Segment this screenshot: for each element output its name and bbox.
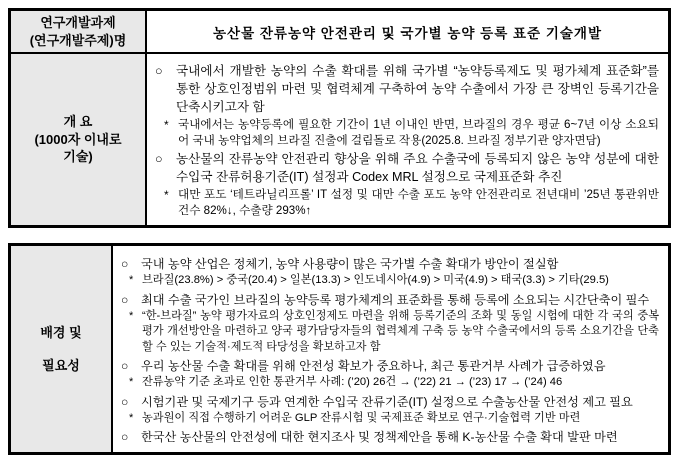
circle-bullet-icon: ○: [121, 257, 129, 272]
asterisk-bullet-icon: *: [129, 376, 134, 389]
circle-bullet-icon: ○: [121, 394, 129, 409]
circle-bullet-icon: ○: [121, 359, 129, 374]
bullet-text: 잔류농약 기준 초과로 인한 통관거부 사례: (’20) 26건 → (’22) 21 → (’23) 17 → (’24) 46: [142, 376, 563, 389]
bullet-item: [155, 117, 659, 149]
project-title: 농산물 잔류농약 안전관리 및 국가별 농약 등록 표준 기술개발: [212, 25, 603, 41]
bullet-text: 농과원이 직접 수행하기 어려운 GLP 잔류시험 및 국제표준 확보로 연구·기술협력 기반 마련: [142, 411, 581, 424]
overview-content-cell: [146, 53, 669, 226]
asterisk-bullet-icon: *: [129, 274, 134, 287]
bullet-item: [155, 187, 659, 219]
circle-bullet-icon: ○: [155, 64, 163, 78]
overview-label-line3: 기술): [63, 149, 93, 165]
bullet-item: [155, 63, 659, 117]
bullet-text: 국내에서는 농약등록에 필요한 기간이 1년 이내인 반면, 브라질의 경우 평균 6~7년 이상 소요되어 국내 농약업체의 브라질 진출에 걸림돌로 작용(2025.8. 브라질 정부기관 양자면담): [178, 117, 659, 147]
asterisk-bullet-icon: *: [164, 117, 169, 132]
bullet-item: [121, 375, 659, 390]
project-overview-table: [8, 8, 671, 228]
project-name-label: 연구개발과제(연구개발주제)명: [29, 14, 127, 48]
overview-label-cell: [10, 53, 146, 226]
bullet-item: [121, 358, 659, 375]
bullet-item: [121, 411, 659, 426]
bullet-item: [121, 309, 659, 355]
bullet-text: 시험기관 및 국제기구 등과 연계한 수입국 잔류기준(IT) 설정으로 수출농산물 안전성 제고 필요: [141, 394, 633, 409]
overview-label-line1: 개 요: [63, 114, 93, 130]
bullet-text: 우리 농산물 수출 확대를 위해 안전성 확보가 중요하나, 최근 통관거부 사례가 급증하였음: [141, 359, 606, 374]
background-label-cell: [10, 245, 112, 453]
bullet-text: 국내에서 개발한 농약의 수출 확대를 위해 국가별 “농약등록제도 및 평가체계 표준화”를 통한 상호인정범위 마련 및 협력체계 구축하여 농약 수출에서 가장 큰 장벽인 등록기간을 단축시키고자 함: [176, 64, 659, 114]
bullet-item: [121, 292, 659, 309]
bullet-text: 대만 포도 ‘테트라닐리프롤’ IT 설정 및 대만 수출 포도 농약 안전관리로 전년대비 ’25년 통관위반 건수 82%↓, 수출량 293%↑: [178, 187, 659, 218]
bullet-text: 농산물의 잔류농약 안전관리 향상을 위해 주요 수출국에 등록되지 않은 농약 성분에 대한 수입국 잔류허용기준(IT) 설정과 Codex MRL 설정으로 국제표준화 추진: [176, 152, 659, 184]
bullet-item: [121, 256, 659, 273]
background-content-cell: [112, 245, 669, 453]
overview-label-line2: (1000자 이내로: [34, 131, 122, 147]
bullet-item: [121, 394, 659, 411]
asterisk-bullet-icon: *: [129, 411, 134, 424]
bullet-item: [121, 273, 659, 288]
bullet-text: 최대 수출 국가인 브라질의 농약등록 평가체계의 표준화를 통해 등록에 소요되는 시간단축이 필수: [141, 292, 650, 307]
bullet-text: 국내 농약 산업은 정체기, 농약 사용량이 많은 국가별 수출 확대가 방안이 절실함: [141, 257, 559, 272]
circle-bullet-icon: ○: [155, 152, 163, 167]
bullet-text: “한-브라질” 농약 평가자료의 상호인정제도 마련을 위해 등록기준의 조화 및 동일 시험에 대한 각 국의 중복평가 개선방안을 마련하고 양국 평가담당자들의 협력체계 구축 등 농약 수출국에서의 등록 소요기간을 단축할 수 있는 기술적·제도적 타당성을 확보하고자 함: [142, 309, 659, 353]
bullet-item: [121, 429, 659, 446]
bullet-item: [155, 151, 659, 187]
project-name-label-cell: [10, 10, 146, 53]
circle-bullet-icon: ○: [121, 430, 129, 445]
asterisk-bullet-icon: *: [164, 187, 169, 202]
asterisk-bullet-icon: *: [129, 309, 134, 322]
background-label-line2: 필요성: [42, 358, 80, 374]
background-table: [8, 243, 671, 455]
project-title-cell: [146, 10, 669, 53]
bullet-text: 브라질(23.8%) > 중국(20.4) > 일본(13.3) > 인도네시아(4.9) > 미국(4.9) > 태국(3.3) > 기타(29.5): [142, 274, 609, 287]
bullet-text: 한국산 농산물의 안전성에 대한 현지조사 및 정책제안을 통해 K-농산물 수출 확대 발판 마련: [141, 430, 618, 445]
circle-bullet-icon: ○: [121, 292, 129, 307]
background-label-line1: 배경 및: [40, 324, 82, 340]
